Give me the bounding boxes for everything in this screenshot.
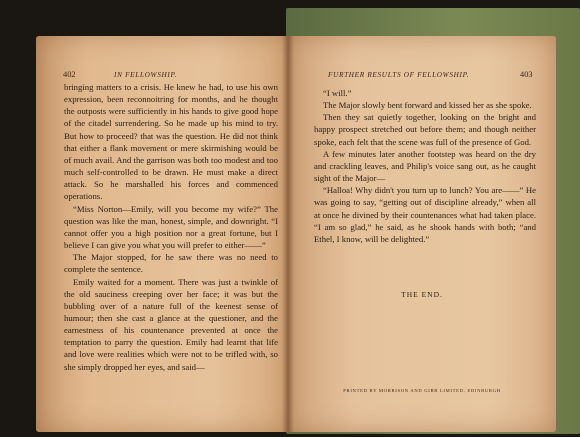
right-page-number: 403 [520,70,533,79]
left-running-head: IN FELLOWSHIP. [114,71,178,79]
left-page-text [64,81,278,373]
printer-note: PRINTED BY MORRISON AND GIBB LIMITED, EDINBURGH [343,388,501,393]
paragraph: A few minutes later another footstep was heard on the dry and crackling leaves, and Philip's voice sang out, as he caught sight of the Major— [314,148,536,184]
paragraph: The Major stopped, for he saw there was no need to complete the sentence. [64,252,278,275]
the-end-label: THE END. [401,290,443,299]
paragraph: The Major slowly bent forward and kissed her as she spoke. [323,100,532,111]
right-page [288,36,556,432]
right-running-head: FURTHER RESULTS OF FELLOWSHIP. [328,71,470,79]
paragraph: bringing matters to a crisis. He knew he had, to use his own expression, been reconnoitring for months, and he thought the outposts were sufficiently in his hands to give good hope of the citadel surrendering. So he made up his mind to try. But how to proceed? that was the question. He did not think that either a flank movement or mere skirmishing would be of much avail. And the garrison was both too modest and too much self-controlled to be drawn. He must make a direct attack. So he marshalled his forces and commenced operations. [64,82,278,202]
book-gutter [282,36,294,432]
left-page-number: 402 [63,70,76,79]
paragraph: Emily waited for a moment. There was just a twinkle of the old sauciness creeping over her face; it was but the bubbling over of a nature full of the keenest sense of humour; then she cast a glance at the questioner, and the earnestness of his countenance prevented at once the temptation to parry the question. Emily had learnt that life and love were realities which were not to be trifled with, so she simply dropped her eyes, and said— [64,276,278,372]
paragraph: “I will.” [323,88,352,98]
paragraph: “Miss Norton—Emily, will you become my wife?” The question was like the man, honest, simple, and downright. “I cannot offer you a high position nor a great fortune, but I believe I can give you what you will prefer to either——” [64,203,278,251]
right-page-text [314,87,536,245]
paragraph: “Halloa! Why didn't you turn up to lunch? You are——” He was going to say, “getting out of discipline already,” when all at once he divined by their countenances what had taken place. “I am so glad,” he said, as he shook hands with both; “and Ethel, I know, will be delighted.” [314,185,536,244]
left-page [36,36,288,432]
paragraph: Then they sat quietly together, looking on the bright and happy prospect stretched out before them; and though neither spoke, each felt that the scene was full of the presence of God. [314,112,536,147]
